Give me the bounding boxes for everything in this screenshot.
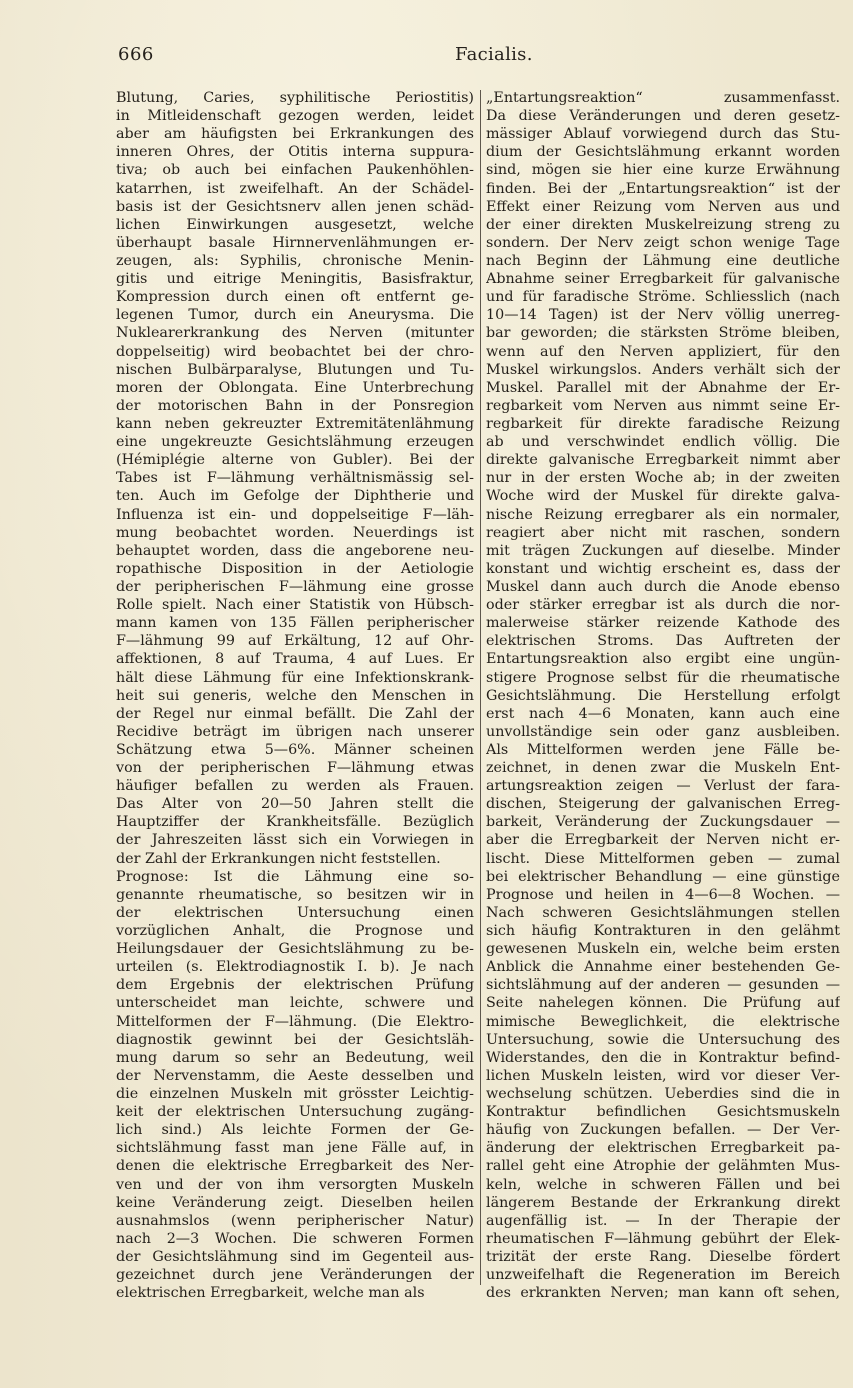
text-line: häufig von Zuckungen befallen. — Der Ver- [486, 1122, 840, 1139]
page-header [118, 44, 838, 70]
text-line: oder stärker erregbar ist als durch die nor- [486, 597, 840, 614]
text-line: wenn auf den Nerven appliziert, für den [486, 343, 840, 360]
left-text-column [116, 89, 474, 1302]
text-line: der einer direkten Muskelreizung streng zu [486, 216, 840, 233]
text-line: reagiert aber nicht mit raschen, sondern [486, 524, 840, 541]
text-line: artungsreaktion zeigen — Verlust der fara- [486, 778, 840, 795]
text-line: rallel geht eine Atrophie der gelähmten Mus- [486, 1158, 840, 1175]
text-line: längerem Bestande der Erkrankung direkt [486, 1194, 840, 1211]
text-line: hält diese Lähmung für eine Infektionskrank- [116, 669, 474, 686]
text-line: regbarkeit vom Nerven aus nimmt seine Er- [486, 397, 840, 414]
text-line: heit sui generis, welche den Menschen in [116, 687, 474, 704]
text-line: direkte galvanische Erregbarkeit nimmt aber [486, 452, 840, 469]
text-line: kann neben gekreuzter Extremitätenlähmung [116, 415, 474, 432]
text-line: gezeichnet durch jene Veränderungen der [116, 1267, 474, 1284]
text-line: aber die Erregbarkeit der Nerven nicht er- [486, 832, 840, 849]
text-line: Mittelformen der F—lähmung. (Die Elektro- [116, 1013, 474, 1030]
running-title: Facialis. [455, 44, 533, 65]
text-line: Muskel dann auch durch die Anode ebenso [486, 578, 840, 595]
text-line: tiva; ob auch bei einfachen Paukenhöhlen- [116, 162, 474, 179]
text-line: Influenza ist ein- und doppelseitige F—läh- [116, 506, 474, 523]
text-line: wechselung schützen. Ueberdies sind die in [486, 1086, 840, 1103]
text-line: mann kamen von 135 Fällen peripherischer [116, 615, 474, 632]
text-line: affektionen, 8 auf Trauma, 4 auf Lues. Er [116, 651, 474, 668]
text-line: dischen, Steigerung der galvanischen Erreg- [486, 796, 840, 813]
text-line: unvollständige sein oder ganz ausbleiben. [486, 723, 840, 740]
text-line: doppelseitig) wird beobachtet bei der chro- [116, 343, 474, 360]
text-line: Da diese Veränderungen und deren gesetz- [486, 108, 840, 125]
text-line: genannte rheumatische, so besitzen wir in [116, 886, 474, 903]
text-line: dem Ergebnis der elektrischen Prüfung [116, 977, 474, 994]
text-line: „Entartungsreaktion“ zusammenfasst. [486, 90, 840, 106]
text-line: überhaupt basale Hirnnervenlähmungen er- [116, 234, 474, 251]
text-line: bar geworden; die stärksten Ströme bleiben, [486, 325, 840, 342]
text-line: ten. Auch im Gefolge der Diphtherie und [116, 488, 474, 505]
text-line: katarrhen, ist zweifelhaft. An der Schädel- [116, 180, 474, 197]
text-line: rheumatischen F—lähmung gebührt der Elek- [486, 1230, 840, 1247]
text-line: inneren Ohres, der Otitis interna suppura- [116, 144, 474, 161]
text-line: Prognose: Ist die Lähmung eine so- [116, 868, 474, 885]
text-line: häufiger befallen zu werden als Frauen. [116, 778, 474, 795]
text-line: malerweise stärker reizende Kathode des [486, 615, 840, 632]
text-line: keit der elektrischen Untersuchung zugäng- [116, 1104, 474, 1121]
text-line: Anblick die Annahme einer bestehenden Ge- [486, 959, 840, 976]
text-line: Effekt einer Reizung vom Nerven aus und [486, 198, 840, 215]
text-line: dium der Gesichtslähmung erkannt worden [486, 144, 840, 161]
text-line: elektrischen Erregbarkeit, welche man als [116, 1285, 425, 1302]
text-line: Recidive beträgt im übrigen nach unserer [116, 723, 474, 740]
text-line: sondern. Der Nerv zeigt schon wenige Tage [486, 234, 840, 251]
text-line: finden. Bei der „Entartungsreaktion“ ist der [486, 180, 840, 197]
text-line: Prognose und heilen in 4—6—8 Wochen. — [486, 886, 840, 903]
text-line: der peripherischen F—lähmung eine grosse [116, 578, 474, 595]
column-divider [480, 90, 481, 1285]
text-line: Muskel wirkungslos. Anders verhält sich der [486, 361, 840, 378]
text-line: gitis und eitrige Meningitis, Basisfraktur, [116, 271, 474, 288]
text-line: unterscheidet man leichte, schwere und [116, 995, 474, 1012]
text-line: trizität der erste Rang. Dieselbe fördert [486, 1249, 840, 1265]
text-line: mit trägen Zuckungen auf dieselbe. Minder [486, 542, 840, 559]
text-line: die einzelnen Muskeln mit grösster Leichtig- [116, 1086, 474, 1103]
text-line: Kompression durch einen oft entfernt ge- [116, 289, 474, 306]
text-line: lich sind.) Als leichte Formen der Ge- [116, 1122, 474, 1139]
text-line: des erkrankten Nerven; man kann oft sehen, [486, 1285, 840, 1302]
text-line: Blutung, Caries, syphilitische Periostitis) [116, 90, 474, 106]
text-line: moren der Oblongata. Eine Unterbrechung [116, 379, 474, 396]
text-line: (Hémiplégie alterne von Gubler). Bei der [116, 452, 474, 469]
text-line: 10—14 Tagen) ist der Nerv völlig unerreg- [486, 307, 840, 324]
text-line: ausnahmslos (wenn peripherischer Natur) [116, 1212, 474, 1229]
text-line: lichen Muskeln leisten, wird vor dieser Ver- [486, 1067, 840, 1084]
text-line: vorzüglichen Anhalt, die Prognose und [116, 923, 474, 940]
text-line: Widerstandes, den die in Kontraktur befind- [486, 1049, 840, 1066]
text-line: keine Veränderung zeigt. Dieselben heilen [116, 1194, 474, 1211]
text-line: von der peripherischen F—lähmung etwas [116, 760, 474, 777]
text-line: augenfällig ist. — In der Therapie der [486, 1212, 840, 1229]
text-line: der Nervenstamm, die Aeste desselben und [116, 1067, 474, 1084]
text-line: änderung der elektrischen Erregbarkeit pa- [486, 1140, 840, 1157]
text-line: Heilungsdauer der Gesichtslähmung zu be- [116, 941, 474, 958]
text-line: gewesenen Muskeln ein, welche beim ersten [486, 941, 840, 958]
text-line: nach 2—3 Wochen. Die schweren Formen [116, 1230, 474, 1247]
text-line: Hauptziffer der Krankheitsfälle. Bezüglich [116, 814, 474, 831]
text-line: eine ungekreuzte Gesichtslähmung erzeugen [116, 434, 474, 451]
text-line: ropathische Disposition in der Aetiologie [116, 560, 474, 577]
text-line: der Regel nur einmal befällt. Die Zahl der [116, 705, 474, 722]
page-number: 666 [118, 44, 154, 65]
text-line: Abnahme seiner Erregbarkeit für galvanische [486, 271, 840, 288]
text-line: nach Beginn der Lähmung eine deutliche [486, 252, 840, 269]
text-line: der motorischen Bahn in der Ponsregion [116, 397, 474, 414]
text-line: Entartungsreaktion also ergibt eine ungün- [486, 651, 840, 668]
text-line: aber am häufigsten bei Erkrankungen des [116, 126, 474, 143]
text-line: basis ist der Gesichtsnerv allen jenen schäd- [116, 198, 474, 215]
text-line: konstant und wichtig erscheint es, dass der [486, 560, 840, 577]
text-line: F—lähmung 99 auf Erkältung, 12 auf Ohr- [116, 633, 474, 650]
text-line: legenen Tumor, durch ein Aneurysma. Die [116, 307, 474, 324]
text-line: elektrischen Stroms. Das Auftreten der [486, 633, 840, 650]
text-line: denen die elektrische Erregbarkeit des Ner- [116, 1158, 474, 1175]
text-line: Kontraktur befindlichen Gesichtsmuskeln [486, 1104, 840, 1121]
text-line: ab und verschwindet endlich völlig. Die [486, 434, 840, 451]
text-line: der Zahl der Erkrankungen nicht feststellen. [116, 850, 441, 867]
text-line: Untersuchung, sowie die Untersuchung des [486, 1031, 840, 1048]
text-line: nur in der ersten Woche ab; in der zweiten [486, 470, 840, 487]
text-line: sichtslähmung fasst man jene Fälle auf, in [116, 1140, 474, 1157]
text-line: der Jahreszeiten lässt sich ein Vorwiegen in [116, 832, 474, 849]
text-line: nische Reizung erregbarer als ein normaler, [486, 506, 840, 523]
text-line: Das Alter von 20—50 Jahren stellt die [116, 796, 474, 813]
text-line: diagnostik gewinnt bei der Gesichtsläh- [116, 1031, 474, 1048]
text-line: zeichnet, in denen zwar die Muskeln Ent- [486, 760, 840, 777]
text-line: bei elektrischer Behandlung — eine günstige [486, 868, 840, 885]
text-line: behauptet worden, dass die angeborene neu- [116, 542, 474, 559]
text-line: der elektrischen Untersuchung einen [116, 904, 474, 921]
text-line: Muskel. Parallel mit der Abnahme der Er- [486, 379, 840, 396]
text-line: und für faradische Ströme. Schliesslich (nach [486, 289, 840, 306]
text-line: regbarkeit für direkte faradische Reizung [486, 415, 840, 432]
text-line: in Mitleidenschaft gezogen werden, leidet [116, 108, 474, 125]
text-line: mässiger Ablauf vorwiegend durch das Stu- [486, 126, 840, 143]
text-line: sind, mögen sie hier eine kurze Erwähnung [486, 162, 840, 179]
text-line: keln, welche in schweren Fällen und bei [486, 1176, 840, 1193]
text-line: barkeit, Veränderung der Zuckungsdauer — [486, 814, 840, 831]
text-line: Woche wird der Muskel für direkte galva- [486, 488, 840, 505]
text-line: sichtslähmung auf der anderen — gesunden — [486, 977, 840, 994]
text-line: mimische Beweglichkeit, die elektrische [486, 1013, 840, 1030]
text-line: Nuklearerkrankung des Nerven (mitunter [116, 325, 474, 342]
text-line: Gesichtslähmung. Die Herstellung erfolgt [486, 687, 840, 704]
text-line: sich häufig Kontrakturen in den gelähmt [486, 923, 840, 940]
text-line: Als Mittelformen werden jene Fälle be- [486, 741, 840, 758]
text-line: unzweifelhaft die Regeneration im Bereich [486, 1267, 840, 1284]
text-line: mung beobachtet worden. Neuerdings ist [116, 524, 474, 541]
text-line: lichen Einwirkungen ausgesetzt, welche [116, 216, 474, 233]
text-line: nischen Bulbärparalyse, Blutungen und Tu- [116, 361, 474, 378]
text-line: Rolle spielt. Nach einer Statistik von Hübsch- [116, 597, 474, 614]
text-line: Schätzung etwa 5—6%. Männer scheinen [116, 741, 474, 758]
text-line: der Gesichtslähmung sind im Gegenteil aus- [116, 1249, 474, 1265]
text-line: mung darum so sehr an Bedeutung, weil [116, 1049, 474, 1066]
text-line: stigere Prognose selbst für die rheumatische [486, 669, 840, 686]
text-line: Tabes ist F—lähmung verhältnismässig sel- [116, 470, 474, 487]
text-line: erst nach 4—6 Monaten, kann auch eine [486, 705, 840, 722]
right-text-column [486, 89, 840, 1302]
text-line: ven und der von ihm versorgten Muskeln [116, 1176, 474, 1193]
text-line: Nach schweren Gesichtslähmungen stellen [486, 904, 840, 921]
text-line: zeugen, als: Syphilis, chronische Menin- [116, 252, 474, 269]
text-line: urteilen (s. Elektrodiagnostik I. b). Je nach [116, 959, 474, 976]
text-line: Seite nahelegen können. Die Prüfung auf [486, 995, 840, 1012]
text-line: lischt. Diese Mittelformen geben — zumal [486, 850, 840, 867]
